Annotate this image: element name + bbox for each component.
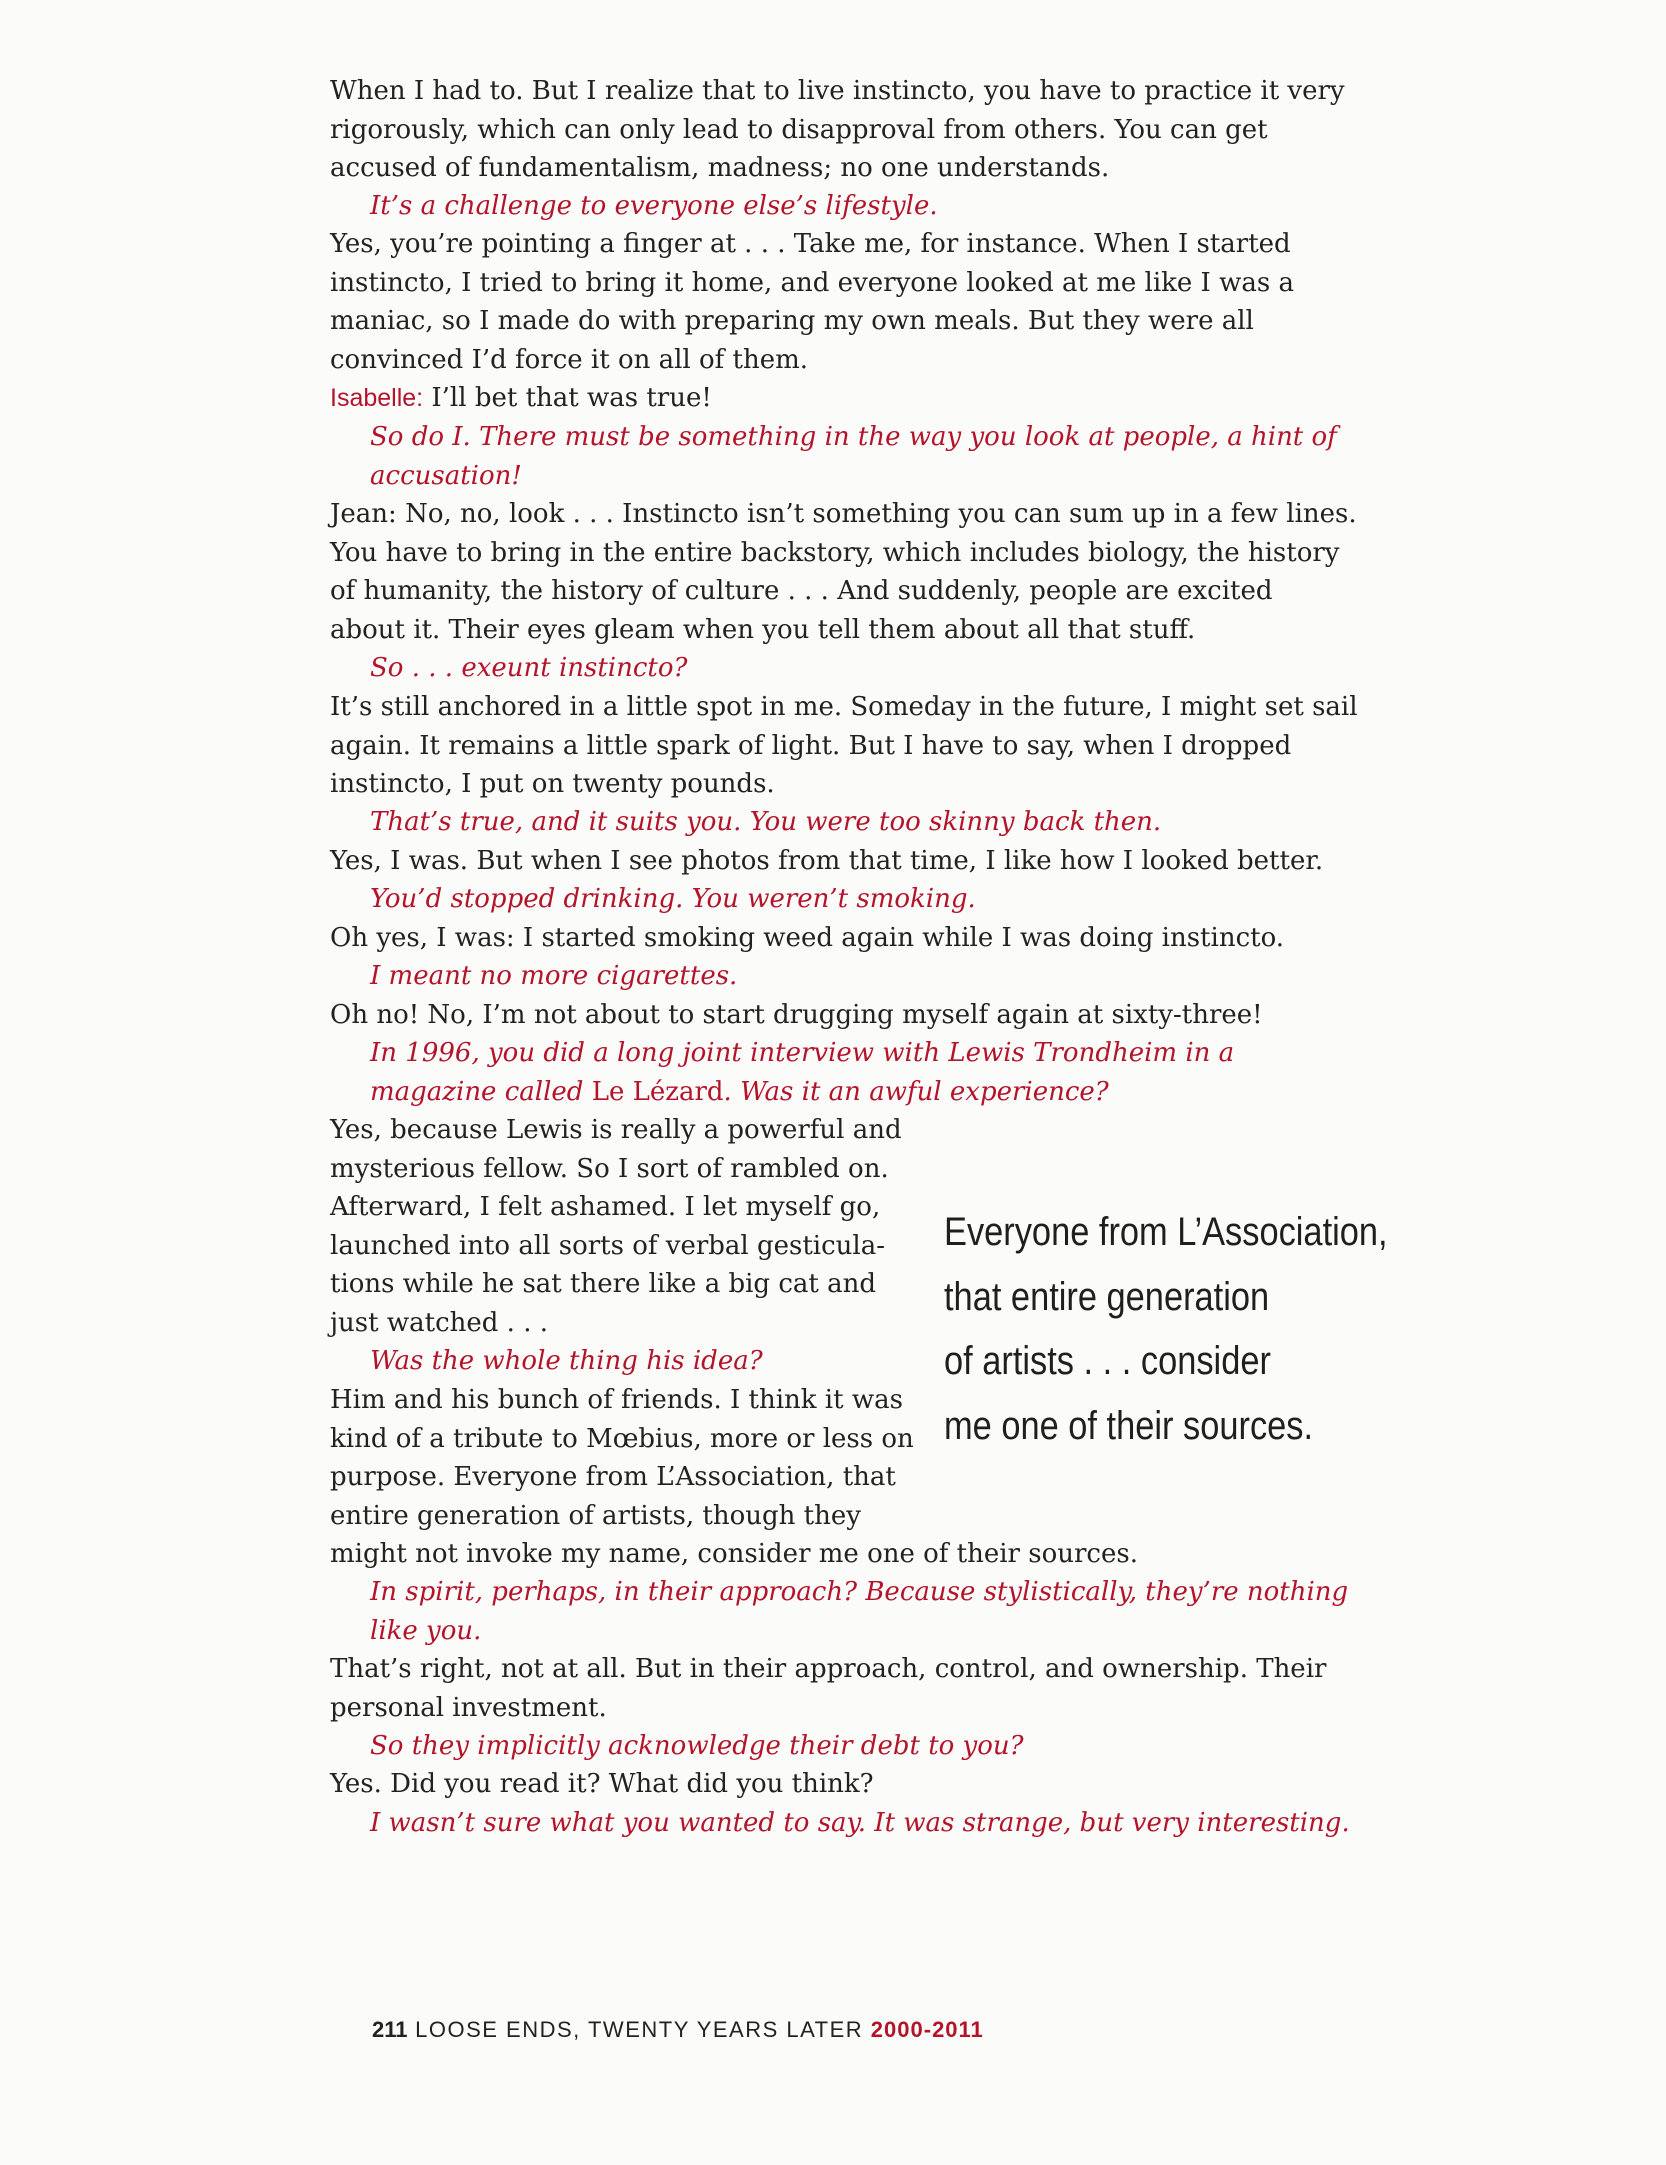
question-2: So do I. There must be something in the way you look at people, a hint of accusation!: [370, 422, 1337, 491]
question-11: I wasn’t sure what you wanted to say. It was strange, but very interesting.: [370, 1808, 1350, 1838]
answer-paragraph-5: It’s still anchored in a little spot in me. Someday in the future, I might set sail again. It remains a little spark of light. But I have to say, when I dropped instincto, I put on twenty pounds.: [330, 692, 1358, 799]
answer-paragraph-9: Yes, because Lewis is really a powerful and mysterious fellow. So I sort of rambled on. Afterward, I felt ashamed. I let myself go, launched into all sorts of verbal gesticula- tions while he sat there like a big cat and just watched . . .: [330, 1115, 902, 1338]
question-6: I meant no more cigarettes.: [370, 961, 738, 991]
page-footer: [372, 2017, 984, 2043]
answer-paragraph-10-end: might not invoke my name, consider me one of their sources.: [330, 1539, 1138, 1569]
question-3: So . . . exeunt instincto?: [370, 653, 688, 683]
answer-paragraph-12: Yes. Did you read it? What did you think?: [330, 1769, 874, 1799]
answer-paragraph-8: Oh no! No, I’m not about to start drugging myself again at sixty-three!: [330, 1000, 1263, 1030]
isabelle-remark: Isabelle: I’ll bet that was true!: [330, 383, 712, 413]
page-number: 211: [372, 2017, 408, 2042]
answer-paragraph-11: That’s right, not at all. But in their approach, control, and ownership. Their personal investment.: [330, 1654, 1327, 1723]
pull-quote: Everyone from L’Association, that entire generation of artists . . . consider me one of their sources.: [944, 1210, 1388, 1448]
answer-paragraph-2: Yes, you’re pointing a finger at . . . Take me, for instance. When I started instincto, I tried to bring it home, and everyone looked at me like I was a maniac, so I made do with preparing my own meals. But they were all convinced I’d force it on all of them.: [330, 229, 1294, 375]
question-7: In 1996, you did a long joint interview with Lewis Trondheim in a magazine called Le Lézard. Was it an awful experience?: [370, 1038, 1235, 1107]
question-5: You’d stopped drinking. You weren’t smoking.: [370, 884, 976, 914]
section-years: 2000-2011: [870, 2017, 984, 2042]
answer-paragraph-10: Him and his bunch of friends. I think it was kind of a tribute to Mœbius, more or less on purpose. Everyone from L’Association, that entire generation of artists, though they: [330, 1385, 914, 1531]
speaker-label-isabelle: Isabelle:: [330, 384, 424, 412]
question-4: That’s true, and it suits you. You were too skinny back then.: [370, 807, 1162, 837]
question-9: In spirit, perhaps, in their approach? Because stylistically, they’re nothing like you.: [370, 1577, 1349, 1646]
question-8: Was the whole thing his idea?: [370, 1346, 763, 1376]
section-title: LOOSE ENDS, TWENTY YEARS LATER: [415, 2017, 864, 2042]
question-10: So they implicitly acknowledge their debt to you?: [370, 1731, 1024, 1761]
answer-paragraph-4: Jean: No, no, look . . . Instincto isn’t something you can sum up in a few lines. You have to bring in the entire backstory, which includes biology, the history of humanity, the history of culture . . . And suddenly, people are excited about it. Their eyes gleam when you tell them about all that stuff.: [330, 499, 1357, 645]
question-1: It’s a challenge to everyone else’s lifestyle.: [370, 191, 938, 221]
answer-paragraph-1: When I had to. But I realize that to live instincto, you have to practice it very rigorously, which can only lead to disapproval from others. You can get accused of fundamentalism, madness; no one understands.: [330, 76, 1345, 183]
answer-paragraph-7: Oh yes, I was: I started smoking weed again while I was doing instincto.: [330, 923, 1285, 953]
answer-paragraph-6: Yes, I was. But when I see photos from that time, I like how I looked better.: [330, 846, 1324, 876]
magazine-title: Le Lézard: [591, 1076, 724, 1107]
